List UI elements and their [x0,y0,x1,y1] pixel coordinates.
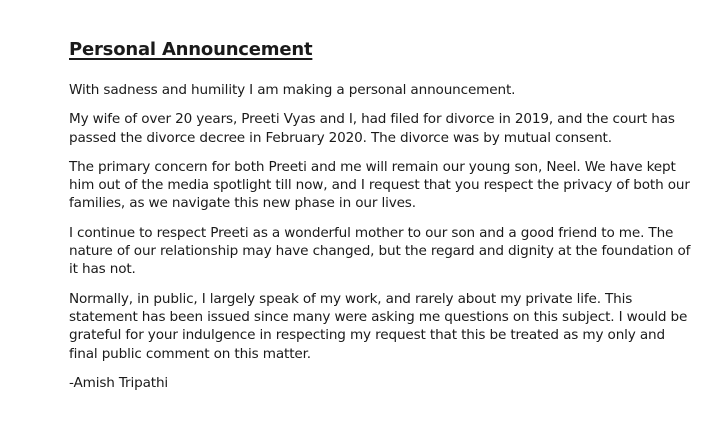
paragraph-intro: With sadness and humility I am making a personal announcement. [69,82,516,98]
paragraph-son: The primary concern for both Preeti and me will remain our young son, Neel. We have kept him out of the media spotlight till now, and I request that you respect the privacy of both our families, as we navigate this new phase in our lives. [69,158,690,212]
page-title: Personal Announcement [69,39,313,60]
signature: -Amish Tripathi [69,374,169,391]
paragraph-divorce: My wife of over 20 years, Preeti Vyas and I, had filed for divorce in 2019, and the court has passed the divorce decree in February 2020. The divorce was by mutual consent. [69,111,675,146]
paragraph-privacy: Normally, in public, I largely speak of my work, and rarely about my private life. This statement has been issued since many were asking me questions on this subject. I would be grateful for your indulgence in respecting my request that this be treated as my only and final public comment on this matter. [69,290,688,362]
announcement-document [69,38,694,392]
paragraph-respect: I continue to respect Preeti as a wonderful mother to our son and a good friend to me. The nature of our relationship may have changed, but the regard and dignity at the foundation of it has not. [69,224,691,278]
